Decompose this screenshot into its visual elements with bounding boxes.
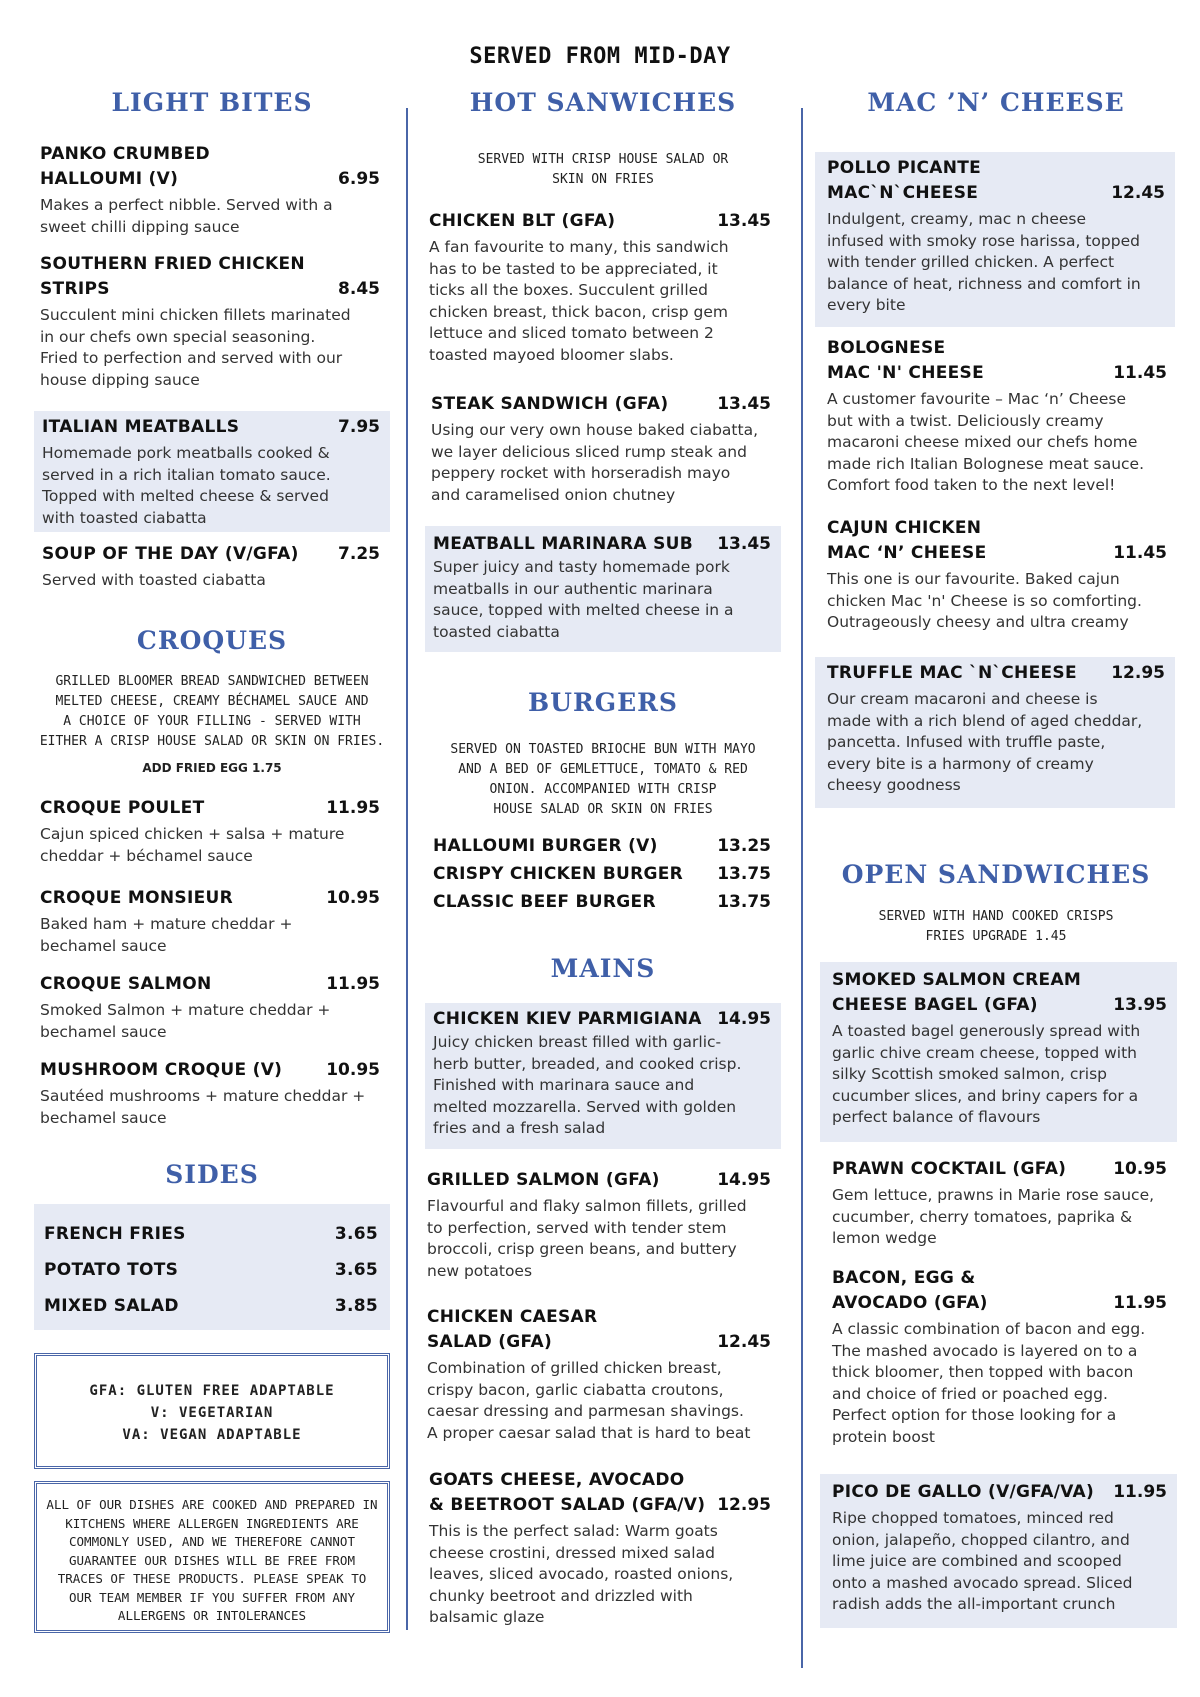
item-desc-line: Succulent mini chicken fillets marinated	[40, 306, 351, 324]
note-line: FRIES UPGRADE 1.45	[925, 929, 1067, 944]
item-price: 12.95	[1111, 663, 1165, 683]
allergen-notice	[34, 1481, 390, 1633]
item-price: 10.95	[326, 888, 380, 908]
column-left	[34, 0, 390, 1697]
menu-item	[815, 336, 1177, 497]
item-desc-line: This one is our favourite. Baked cajun	[827, 570, 1120, 588]
item-name: MUSHROOM CROQUE (V)	[40, 1060, 283, 1080]
side-price: 3.65	[334, 1224, 378, 1244]
menu-item	[425, 1305, 781, 1444]
item-name: TRUFFLE MAC `N`CHEESE	[827, 663, 1077, 683]
item-desc-line: bechamel sauce	[40, 936, 167, 955]
item-desc-line: and choice of fried or poached egg.	[832, 1384, 1108, 1403]
allergen-line: TRACES OF THESE PRODUCTS. PLEASE SPEAK TO	[57, 1571, 367, 1586]
item-desc-line: onto a mashed avocado spread. Sliced	[832, 1573, 1133, 1592]
section-title-croques: CROQUES	[136, 626, 288, 655]
item-price: 7.95	[338, 417, 380, 437]
item-desc-line: in our chefs own special seasoning.	[40, 327, 316, 346]
item-name-line2: AVOCADO (GFA)	[832, 1293, 988, 1313]
item-price: 13.45	[717, 534, 771, 554]
allergen-line: COMMONLY USED, AND WE THEREFORE CANNOT	[69, 1534, 355, 1549]
section-title-burgers: BURGERS	[528, 688, 678, 717]
section-title-mac-cheese: MAC ’N’ CHEESE	[867, 88, 1125, 117]
item-price: 12.95	[717, 1495, 771, 1515]
item-price: 14.95	[717, 1009, 771, 1029]
item-desc-line: A toasted bagel generously spread with	[832, 1022, 1141, 1040]
item-desc-line: Using our very own house baked ciabatta,	[431, 421, 758, 439]
item-name: POLLO PICANTE	[827, 158, 982, 178]
item-desc-line: Gem lettuce, prawns in Marie rose sauce,	[832, 1186, 1155, 1204]
item-desc-line: to perfection, served with tender stem	[427, 1218, 727, 1237]
menu-item	[815, 516, 1177, 634]
item-price: 12.45	[1111, 183, 1165, 203]
item-name: MEATBALL MARINARA SUB	[433, 534, 694, 554]
item-desc-line: radish adds the all-important crunch	[832, 1595, 1116, 1613]
menu-item	[34, 796, 390, 867]
item-name-line2: HALLOUMI (V)	[40, 169, 179, 189]
item-price: 13.75	[717, 864, 771, 884]
section-note	[34, 672, 390, 752]
menu-item-highlighted	[815, 152, 1175, 327]
item-desc-line: and caramelised onion chutney	[431, 485, 676, 504]
item-desc-line: Juicy chicken breast filled with garlic-	[433, 1033, 722, 1051]
item-desc-line: A classic combination of bacon and egg.	[832, 1320, 1146, 1338]
item-price: 7.25	[338, 544, 380, 564]
item-desc-line: perfect balance of flavours	[832, 1108, 1041, 1126]
item-desc-line: onion, jalapeño, chopped cilantro, and	[832, 1530, 1130, 1549]
item-desc-line: broccoli, crisp green beans, and buttery	[427, 1240, 737, 1258]
item-desc-line: served in a rich italian tomato sauce.	[42, 465, 331, 484]
section-note	[425, 740, 781, 820]
item-desc-line: peppery rocket with horseradish mayo	[431, 464, 731, 482]
item-name-line2: SALAD (GFA)	[427, 1332, 553, 1352]
item-desc-line: lettuce and sliced tomato between 2	[429, 324, 714, 342]
item-price: 13.45	[717, 394, 771, 414]
item-desc-line: Finished with marinara sauce and	[433, 1076, 695, 1094]
item-name-line2: CHEESE BAGEL (GFA)	[832, 995, 1038, 1015]
item-price: 11.95	[1113, 1293, 1167, 1313]
item-desc-line: we layer delicious sliced rump steak and	[431, 442, 747, 461]
menu-item	[815, 1157, 1177, 1250]
item-desc-line: pancetta. Infused with truffle paste,	[827, 733, 1106, 751]
menu-item	[34, 252, 390, 391]
burger-item	[425, 890, 781, 915]
item-desc-line: cheesy goodness	[827, 776, 961, 794]
item-desc-line: made rich Italian Bolognese meat sauce.	[827, 454, 1145, 473]
note-line: EITHER A CRISP HOUSE SALAD OR SKIN ON FRIES.	[39, 734, 385, 749]
burger-item	[425, 862, 781, 887]
item-name: CROQUE MONSIEUR	[40, 888, 233, 908]
column-right	[815, 0, 1177, 1697]
item-price: 13.45	[717, 211, 771, 231]
section-title-light-bites: LIGHT BITES	[111, 88, 313, 117]
allergen-line: GUARANTEE OUR DISHES WILL BE FREE FROM	[69, 1552, 355, 1568]
item-desc-line: with toasted ciabatta	[42, 508, 207, 527]
allergen-line: ALL OF OUR DISHES ARE COOKED AND PREPARED IN	[46, 1497, 378, 1512]
item-desc-line: Makes a perfect nibble. Served with a	[40, 196, 333, 214]
section-title-sides: SIDES	[165, 1160, 259, 1189]
item-name-line2: MAC ‘N’ CHEESE	[827, 543, 987, 563]
item-price: 11.45	[1113, 543, 1167, 563]
item-name: PRAWN COCKTAIL (GFA)	[832, 1159, 1067, 1179]
item-desc-line: Fried to perfection and served with our	[40, 349, 343, 367]
item-name: GOATS CHEESE, AVOCADO	[429, 1470, 685, 1490]
item-price: 14.95	[717, 1170, 771, 1190]
item-price: 10.95	[1113, 1159, 1167, 1179]
menu-item-highlighted	[34, 411, 390, 532]
item-desc-line: garlic chive cream cheese, topped with	[832, 1043, 1137, 1062]
item-desc-line: Perfect option for those looking for a	[832, 1406, 1117, 1424]
note-line: A CHOICE OF YOUR FILLING - SERVED WITH	[63, 714, 361, 729]
item-desc-line: melted mozzarella. Served with golden	[433, 1097, 737, 1116]
item-desc-line: ticks all the boxes. Succulent grilled	[429, 281, 708, 299]
menu-item	[425, 1168, 781, 1282]
item-name: PANKO CRUMBED	[40, 144, 210, 164]
item-price: 6.95	[338, 169, 380, 189]
item-name: BACON, EGG &	[832, 1268, 976, 1288]
item-desc-line: Flavourful and flaky salmon fillets, grilled	[427, 1197, 747, 1215]
menu-item	[34, 142, 390, 238]
item-name: CROQUE POULET	[40, 798, 205, 818]
menu-item	[34, 542, 390, 592]
item-desc-line: house dipping sauce	[40, 370, 200, 389]
item-desc-line: Homemade pork meatballs cooked &	[42, 444, 330, 462]
allergen-line: ALLERGENS OR INTOLERANCES	[117, 1608, 307, 1623]
item-desc-line: Served with toasted ciabatta	[42, 571, 266, 589]
item-name: BOLOGNESE	[827, 338, 946, 358]
side-item	[44, 1296, 378, 1316]
item-desc-line: with tender grilled chicken. A perfect	[827, 253, 1115, 271]
allergen-line: KITCHENS WHERE ALLERGEN INGREDIENTS ARE	[65, 1515, 359, 1531]
item-desc-line: cheddar + béchamel sauce	[40, 846, 253, 865]
item-desc-line: caesar dressing and parmesan shavings.	[427, 1402, 744, 1420]
note-line: GRILLED BLOOMER BREAD SANDWICHED BETWEEN	[55, 674, 369, 689]
item-name: ITALIAN MEATBALLS	[42, 417, 240, 437]
item-desc-line: but with a twist. Deliciously creamy	[827, 411, 1104, 430]
section-title-open-sandwiches: OPEN SANDWICHES	[841, 860, 1151, 889]
item-desc-line: lemon wedge	[832, 1229, 937, 1247]
item-name: HALLOUMI BURGER (V)	[433, 836, 658, 856]
item-name: SMOKED SALMON CREAM	[832, 970, 1082, 990]
item-desc-line: every bite	[827, 296, 906, 314]
menu-item-highlighted	[425, 1003, 781, 1149]
menu-item	[425, 1468, 781, 1629]
item-desc-line: Topped with melted cheese & served	[42, 487, 329, 505]
note-line: HOUSE SALAD OR SKIN ON FRIES	[493, 802, 713, 817]
legend-line: V: VEGETARIAN	[150, 1405, 274, 1421]
item-price: 10.95	[326, 1060, 380, 1080]
side-name: MIXED SALAD	[44, 1296, 179, 1316]
item-desc-line: chicken Mac 'n' Cheese is so comforting.	[827, 591, 1142, 610]
item-name: CHICKEN BLT (GFA)	[429, 211, 616, 231]
item-desc-line: This is the perfect salad: Warm goats	[429, 1522, 718, 1540]
section-note	[815, 907, 1177, 947]
side-price: 3.65	[334, 1260, 378, 1280]
item-desc-line: Our cream macaroni and cheese is	[827, 690, 1098, 708]
item-price: 11.95	[1113, 1482, 1167, 1502]
menu-item	[425, 392, 781, 506]
item-desc-line: protein boost	[832, 1427, 935, 1446]
menu-item-highlighted	[820, 962, 1177, 1142]
item-desc-line: A proper caesar salad that is hard to beat	[427, 1423, 751, 1442]
section-title-hot-sandwiches: HOT SANWICHES	[469, 88, 737, 117]
burger-item	[425, 834, 781, 859]
page-title: SERVED FROM MID-DAY	[469, 44, 731, 69]
item-desc-line: Sautéed mushrooms + mature cheddar +	[40, 1087, 366, 1105]
item-desc-line: cucumber slices, and briny capers for a	[832, 1086, 1139, 1105]
note-line: SERVED ON TOASTED BRIOCHE BUN WITH MAYO	[450, 742, 756, 757]
item-price: 8.45	[338, 279, 380, 299]
item-desc-line: sauce, topped with melted cheese in a	[433, 601, 734, 619]
item-name: CLASSIC BEEF BURGER	[433, 892, 656, 912]
item-name-line2: MAC`N`CHEESE	[827, 183, 979, 203]
item-name: SOUTHERN FRIED CHICKEN	[40, 254, 305, 274]
side-price: 3.85	[334, 1296, 378, 1316]
item-desc-line: A customer favourite – Mac ‘n’ Cheese	[827, 390, 1127, 408]
item-desc-line: lime juice are combined and scooped	[832, 1552, 1122, 1570]
item-price: 13.95	[1113, 995, 1167, 1015]
side-item	[44, 1224, 378, 1244]
item-desc-line: macaroni cheese mixed our chefs home	[827, 433, 1138, 451]
item-desc-line: Comfort food taken to the next level!	[827, 476, 1116, 494]
item-desc-line: bechamel sauce	[40, 1022, 167, 1041]
item-price: 11.95	[326, 974, 380, 994]
item-desc-line: bechamel sauce	[40, 1108, 167, 1127]
item-price: 13.25	[717, 836, 771, 856]
item-desc-line: Ripe chopped tomatoes, minced red	[832, 1509, 1114, 1527]
item-price: 12.45	[717, 1332, 771, 1352]
item-desc-line: crispy bacon, garlic ciabatta croutons,	[427, 1380, 724, 1399]
item-desc-line: toasted mayoed bloomer slabs.	[429, 345, 674, 364]
item-desc-line: silky Scottish smoked salmon, crisp	[832, 1065, 1107, 1083]
item-name: CHICKEN KIEV PARMIGIANA	[433, 1009, 702, 1029]
item-name: SOUP OF THE DAY (V/GFA)	[42, 544, 299, 564]
item-desc-line: herb butter, breaded, and cooked crisp.	[433, 1054, 742, 1073]
menu-item	[815, 1266, 1177, 1448]
item-desc-line: Indulgent, creamy, mac n cheese	[827, 210, 1087, 228]
item-desc-line: has to be tasted to be appreciated, it	[429, 259, 718, 278]
menu-item-highlighted	[815, 657, 1175, 808]
legend-line: VA: VEGAN ADAPTABLE	[122, 1427, 302, 1443]
item-name-line2: STRIPS	[40, 279, 110, 299]
item-desc-line: Super juicy and tasty homemade pork	[433, 558, 730, 576]
add-egg-note: ADD FRIED EGG 1.75	[142, 761, 282, 775]
item-desc-line: thick bloomer, then topped with bacon	[832, 1363, 1134, 1381]
note-line: ONION. ACCOMPANIED WITH CRISP	[489, 782, 717, 797]
item-name: CRISPY CHICKEN BURGER	[433, 864, 684, 884]
item-name: PICO DE GALLO (V/GFA/VA)	[832, 1482, 1095, 1502]
item-desc-line: meatballs in our authentic marinara	[433, 579, 713, 598]
item-price: 11.95	[326, 798, 380, 818]
item-name: GRILLED SALMON (GFA)	[427, 1170, 660, 1190]
side-item	[44, 1260, 378, 1280]
item-desc-line: toasted ciabatta	[433, 622, 560, 641]
menu-item-highlighted	[820, 1474, 1177, 1628]
item-desc-line: chicken breast, thick bacon, crisp gem	[429, 302, 728, 321]
section-title-mains: MAINS	[550, 954, 656, 983]
item-desc-line: every bite is a harmony of creamy	[827, 754, 1094, 773]
item-name: CROQUE SALMON	[40, 974, 212, 994]
item-desc-line: Combination of grilled chicken breast,	[427, 1359, 722, 1377]
side-name: POTATO TOTS	[44, 1260, 179, 1280]
item-desc-line: Smoked Salmon + mature cheddar +	[40, 1001, 331, 1019]
menu-item	[34, 886, 390, 957]
item-name-line2: MAC 'N' CHEESE	[827, 363, 985, 383]
item-desc-line: balance of heat, richness and comfort in	[827, 274, 1141, 293]
dietary-legend	[34, 1353, 390, 1469]
item-price: 13.75	[717, 892, 771, 912]
menu-item-highlighted	[425, 526, 781, 652]
item-desc-line: fries and a fresh salad	[433, 1119, 606, 1137]
allergen-line: OUR TEAM MEMBER IF YOU SUFFER FROM ANY	[69, 1589, 355, 1605]
item-price: 11.45	[1113, 363, 1167, 383]
item-desc-line: Cajun spiced chicken + salsa + mature	[40, 825, 345, 843]
note-line: SERVED WITH CRISP HOUSE SALAD OR	[477, 152, 729, 167]
item-desc-line: leaves, sliced avocado, roasted onions,	[429, 1565, 734, 1583]
item-desc-line: Baked ham + mature cheddar +	[40, 915, 293, 933]
sides-list	[34, 1204, 390, 1330]
section-note	[425, 150, 781, 190]
note-line: SERVED WITH HAND COOKED CRISPS	[878, 909, 1114, 924]
note-line: MELTED CHEESE, CREAMY BÉCHAMEL SAUCE AND	[55, 694, 369, 709]
note-line: SKIN ON FRIES	[552, 172, 654, 187]
item-desc-line: cucumber, cherry tomatoes, paprika &	[832, 1207, 1133, 1226]
item-desc-line: made with a rich blend of aged cheddar,	[827, 711, 1143, 730]
column-middle	[425, 0, 781, 1697]
column-divider	[801, 108, 803, 1668]
menu-item	[34, 1058, 390, 1129]
menu-item	[425, 209, 781, 366]
legend-line: GFA: GLUTEN FREE ADAPTABLE	[89, 1383, 335, 1399]
item-desc-line: chunky beetroot and drizzled with	[429, 1586, 693, 1605]
item-desc-line: new potatoes	[427, 1261, 533, 1280]
menu-item	[34, 972, 390, 1043]
item-name: CAJUN CHICKEN	[827, 518, 982, 538]
item-desc-line: cheese crostini, dressed mixed salad	[429, 1543, 715, 1562]
column-divider	[406, 108, 408, 1630]
item-desc-line: Outrageously cheesy and ultra creamy	[827, 613, 1129, 631]
side-name: FRENCH FRIES	[44, 1224, 186, 1244]
item-name-line2: & BEETROOT SALAD (GFA/V)	[429, 1495, 706, 1515]
item-desc-line: A fan favourite to many, this sandwich	[429, 238, 729, 256]
item-desc-line: infused with smoky rose harissa, topped	[827, 231, 1140, 250]
item-desc-line: sweet chilli dipping sauce	[40, 217, 240, 236]
item-name: STEAK SANDWICH (GFA)	[431, 394, 669, 414]
item-name: CHICKEN CAESAR	[427, 1307, 598, 1327]
item-desc-line: The mashed avocado is layered on to a	[832, 1341, 1138, 1360]
note-line: AND A BED OF GEMLETTUCE, TOMATO & RED	[458, 762, 748, 777]
item-desc-line: balsamic glaze	[429, 1608, 545, 1626]
